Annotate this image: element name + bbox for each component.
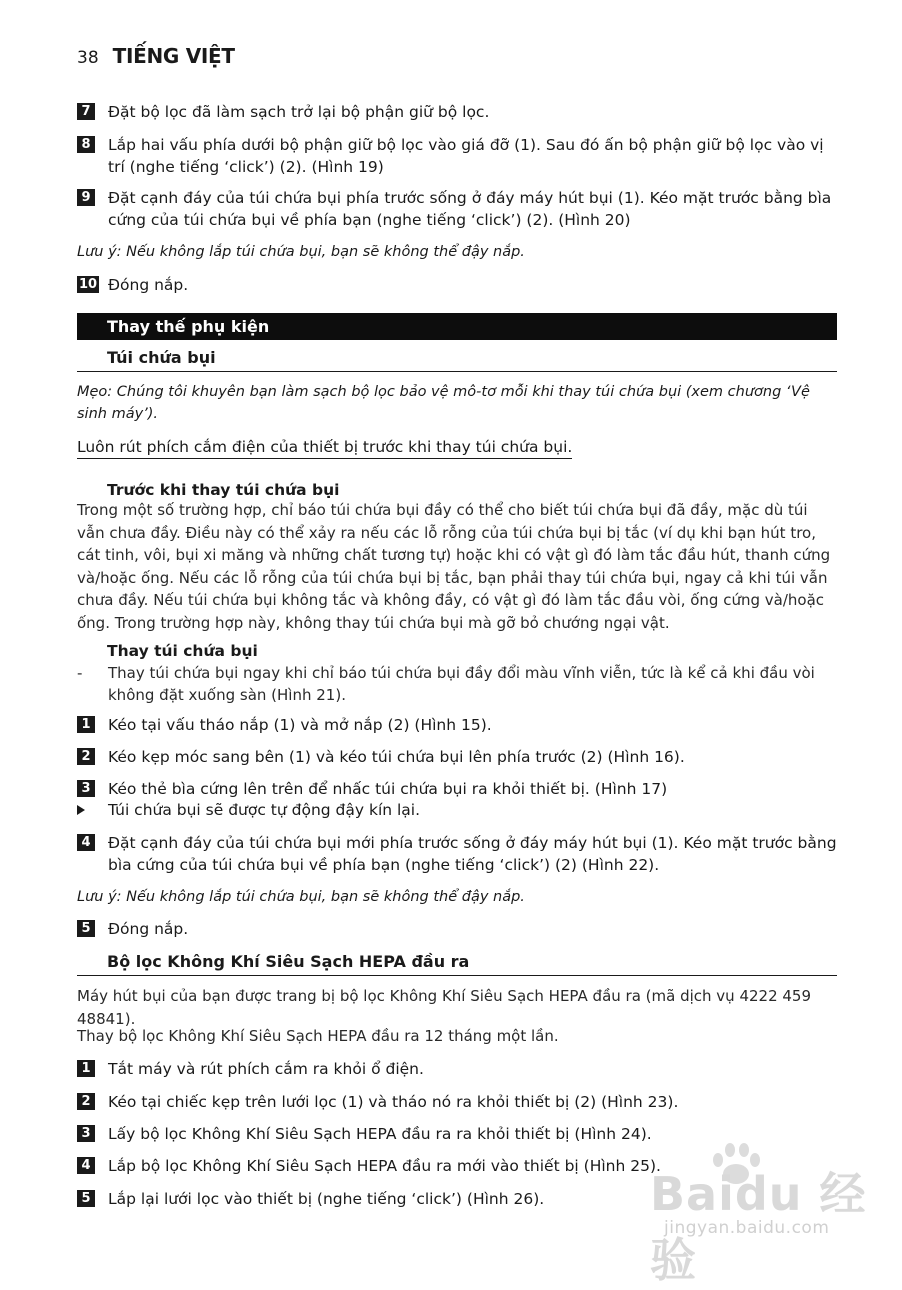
step-text: Đặt cạnh đáy của túi chứa bụi phía trước sống ở đáy máy hút bụi (1). Kéo mặt trước bằng bìa cứng của túi chứa bụi về phía bạn (nghe tiếng ‘click’) (2). (Hình 20) xyxy=(108,189,832,229)
step-number: 3 xyxy=(77,780,95,797)
step-number: 10 xyxy=(78,277,98,292)
dash-item xyxy=(77,662,837,706)
hepa-interval: Thay bộ lọc Không Khí Siêu Sạch HEPA đầu ra 12 tháng một lần. xyxy=(77,1027,559,1045)
tip-text: Mẹo: Chúng tôi khuyên bạn làm sạch bộ lọc bảo vệ mô-tơ mỗi khi thay túi chứa bụi (xem chương ‘Vệ sinh máy’). xyxy=(77,384,810,422)
step-result xyxy=(77,799,837,821)
step-text: Đóng nắp. xyxy=(108,920,189,938)
step-2 xyxy=(77,746,837,768)
watermark-url: jingyan.baidu.com xyxy=(664,1218,830,1238)
step-number: 1 xyxy=(77,1060,95,1077)
before-replace-paragraph: Trong một số trường hợp, chỉ báo túi chứa bụi đầy có thể cho biết túi chứa bụi đã đầy, mặc dù túi vẫn chưa đầy. Điều này có thể xảy ra nếu các lỗ rỗng của túi chứa bụi bị tắc (ví dụ khi bạn hút tro, cát tinh, vôi, bụi xi măng và những chất tương tự) hoặc khi có vật gì đó làm tắc đầu hút, thanh cứng và/hoặc ống. Nếu các lỗ rỗng của túi chứa bụi bị tắc, bạn phải thay túi chứa bụi, ngay cả khi túi vẫn chưa đầy. Nếu túi chứa bụi không tắc và không đầy, có vật gì đó làm tắc đầu vòi, ống cứng và/hoặc ống. Trong trường hợp này, không thay túi chứa bụi mà gỡ bỏ chướng ngại vật. xyxy=(77,501,831,632)
dash-mark: - xyxy=(77,664,83,682)
step-number: 7 xyxy=(77,103,95,120)
step-number: 4 xyxy=(77,834,95,851)
step-text: Kéo tại chiếc kẹp trên lưới lọc (1) và tháo nó ra khỏi thiết bị (2) (Hình 23). xyxy=(108,1093,679,1111)
watermark-brand: Baidu 经验 xyxy=(650,1167,867,1287)
step-text: Đóng nắp. xyxy=(108,276,189,294)
page-number: 38 xyxy=(77,48,99,68)
step-number: 5 xyxy=(77,1190,95,1207)
step-text: Đặt cạnh đáy của túi chứa bụi mới phía trước sống ở đáy máy hút bụi (1). Kéo mặt trước bằng bìa cứng của túi chứa bụi về phía bạn (nghe tiếng ‘click’) (2) (Hình 22). xyxy=(108,834,837,874)
hepa-step-1 xyxy=(77,1058,837,1080)
step-number: 5 xyxy=(77,920,95,937)
step-number: 1 xyxy=(77,716,95,733)
baidu-watermark xyxy=(620,1140,890,1287)
step-number: 4 xyxy=(77,1157,95,1174)
subsection-heading-dust-bag: Túi chứa bụi xyxy=(77,346,837,372)
step-7 xyxy=(77,101,837,123)
step-4 xyxy=(77,832,837,876)
result-text: Túi chứa bụi sẽ được tự động đậy kín lại. xyxy=(108,801,421,819)
note-text: Lưu ý: Nếu không lắp túi chứa bụi, bạn sẽ không thể đậy nắp. xyxy=(77,889,525,905)
step-text: Kéo thẻ bìa cứng lên trên để nhấc túi chứa bụi ra khỏi thiết bị. (Hình 17) xyxy=(108,780,668,798)
step-number: 2 xyxy=(77,748,95,765)
step-10 xyxy=(77,274,837,296)
section-heading: Thay thế phụ kiện xyxy=(77,313,837,340)
dash-text: Thay túi chứa bụi ngay khi chỉ báo túi chứa bụi đầy đổi màu vĩnh viễn, tức là kể cả khi đầu vòi không đặt xuống sàn (Hình 21). xyxy=(108,664,815,704)
hepa-intro: Máy hút bụi của bạn được trang bị bộ lọc Không Khí Siêu Sạch HEPA đầu ra (mã dịch vụ 4222 459 48841). xyxy=(77,987,812,1028)
step-1 xyxy=(77,714,837,736)
hepa-step-2 xyxy=(77,1091,837,1113)
step-number: 9 xyxy=(77,189,95,206)
subsection-heading-hepa: Bộ lọc Không Khí Siêu Sạch HEPA đầu ra xyxy=(77,950,837,976)
step-number: 8 xyxy=(77,136,95,153)
step-text: Lắp lại lưới lọc vào thiết bị (nghe tiếng ‘click’) (Hình 26). xyxy=(108,1190,545,1208)
step-text: Kéo tại vấu tháo nắp (1) và mở nắp (2) (Hình 15). xyxy=(108,716,492,734)
warning-text: Luôn rút phích cắm điện của thiết bị trước khi thay túi chứa bụi. xyxy=(77,436,572,459)
step-5 xyxy=(77,918,837,940)
step-3 xyxy=(77,778,837,800)
step-text: Lấy bộ lọc Không Khí Siêu Sạch HEPA đầu ra ra khỏi thiết bị (Hình 24). xyxy=(108,1125,652,1143)
step-number: 2 xyxy=(77,1093,95,1110)
before-replace-heading: Trước khi thay túi chứa bụi xyxy=(107,481,340,499)
step-text: Tắt máy và rút phích cắm ra khỏi ổ điện. xyxy=(108,1060,424,1078)
replace-heading: Thay túi chứa bụi xyxy=(107,642,258,660)
step-text: Lắp hai vấu phía dưới bộ phận giữ bộ lọc vào giá đỡ (1). Sau đó ấn bộ phận giữ bộ lọc vào vị trí (nghe tiếng ‘click’) (2). (Hình 19) xyxy=(108,136,824,176)
result-arrow-icon xyxy=(77,805,85,815)
step-number: 3 xyxy=(77,1125,95,1142)
step-text: Kéo kẹp móc sang bên (1) và kéo túi chứa bụi lên phía trước (2) (Hình 16). xyxy=(108,748,685,766)
note-text: Lưu ý: Nếu không lắp túi chứa bụi, bạn sẽ không thể đậy nắp. xyxy=(77,244,525,260)
step-text: Đặt bộ lọc đã làm sạch trở lại bộ phận giữ bộ lọc. xyxy=(108,103,490,121)
step-8 xyxy=(77,134,837,178)
page-title: TIẾNG VIỆT xyxy=(112,44,235,68)
page-header xyxy=(77,44,235,70)
step-9 xyxy=(77,187,837,231)
step-text: Lắp bộ lọc Không Khí Siêu Sạch HEPA đầu ra mới vào thiết bị (Hình 25). xyxy=(108,1157,661,1175)
